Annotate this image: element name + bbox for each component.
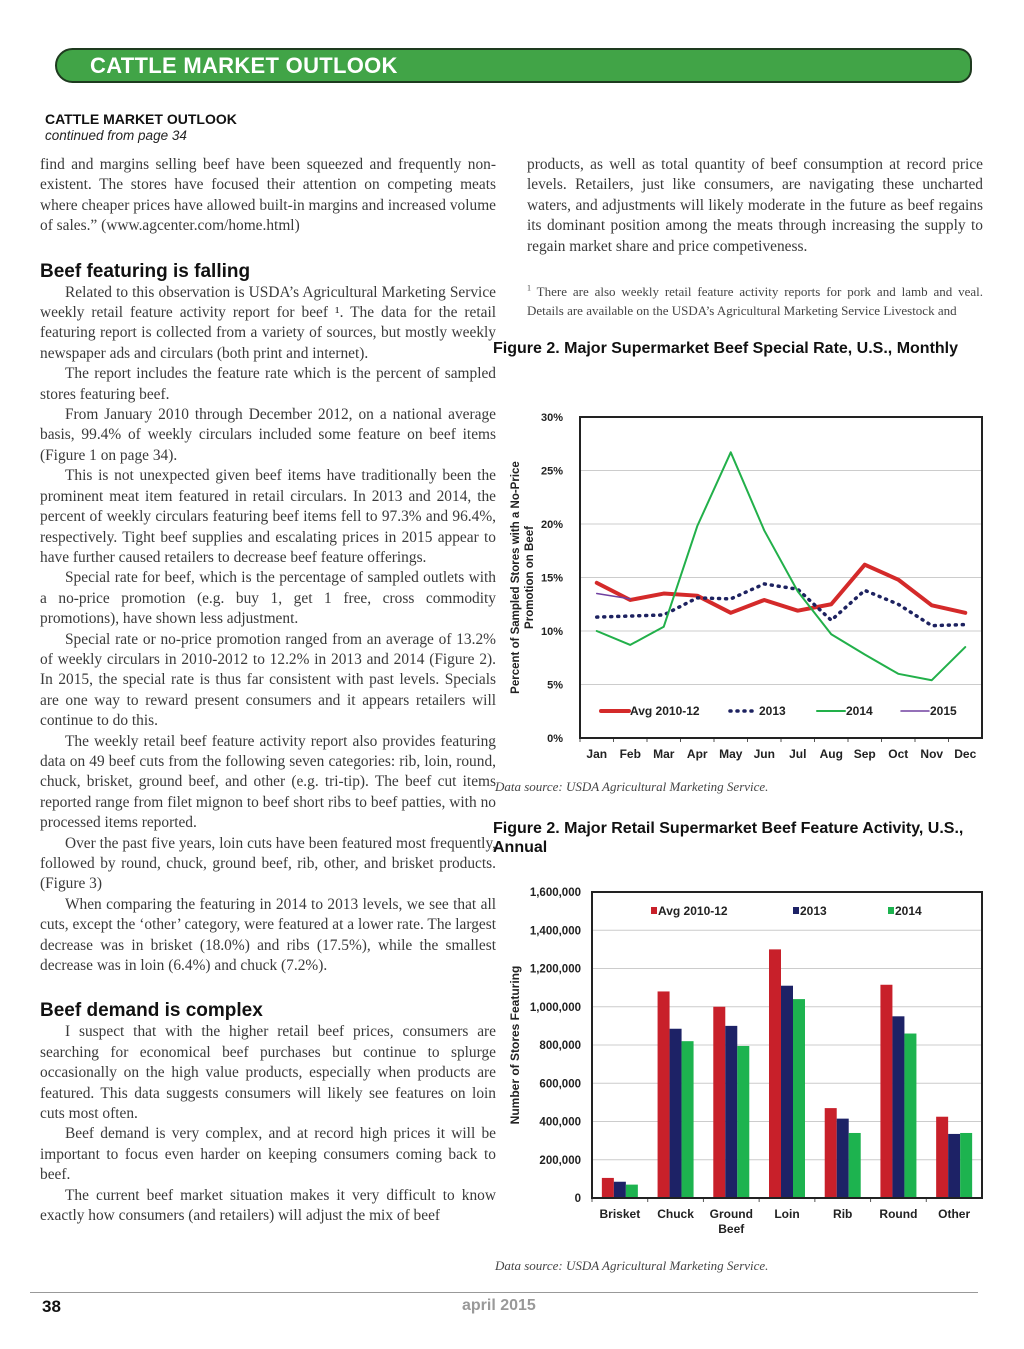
y-tick-label: 0% [547, 733, 563, 745]
x-tick-label: Sep [853, 747, 876, 761]
legend-label: Avg 2010-12 [630, 704, 700, 718]
page-number: 38 [42, 1297, 61, 1316]
paragraph: Over the past five years, loin cuts have been featured most frequently, followed by round, chuck, ground beef, rib, other, and brisket products. (Figure 3) [40, 834, 496, 893]
y-tick-label: 20% [540, 519, 563, 531]
legend-label: Avg 2010-12 [658, 904, 728, 918]
section-heading: Beef demand is complex [40, 1000, 263, 1022]
bar-avg-2010-12 [602, 1178, 614, 1198]
figure-b-source: Data source: USDA Agricultural Marketing Service. [495, 1258, 769, 1273]
paragraph: This is not unexpected given beef items have traditionally been the prominent meat item featured in retail circulars. In 2013 and 2014, the percent of weekly circulars featuring beef items fell to 97.3% and 96.4%, respectively. Tight beef supplies and escalating prices in 2015 appear to have further caused retailers to decrease beef feature offerings. [40, 467, 496, 566]
paragraph: The current beef market situation makes it very difficult to know exactly how consumers (and retailers) will adjust the mix of beef [40, 1186, 496, 1225]
x-tick-label: May [719, 747, 743, 761]
bar-2014 [737, 1046, 749, 1198]
issue-date: april 2015 [462, 1297, 536, 1314]
x-tick-label: Feb [619, 747, 641, 761]
y-tick-label: 600,000 [539, 1078, 581, 1091]
x-tick-label: Jan [586, 747, 608, 761]
y-tick-label: 30% [540, 412, 563, 424]
bar-avg-2010-12 [880, 985, 892, 1198]
paragraph: When comparing the featuring in 2014 to 2013 levels, we see that all cuts, except the ‘other’ category, were featured at a lower rate. The largest decrease was in brisket (18.0%) and ribs (17.5%), while the smallest decrease was in loin (6.4%) and chuck (7.2%). [40, 895, 496, 975]
legend-swatch [651, 907, 657, 914]
bar-avg-2010-12 [713, 1007, 725, 1198]
bar-2013 [948, 1134, 960, 1198]
footnote-text: There are also weekly retail feature activity reports for pork and lamb and veal. Details are available on the USDA’s Agricultural Marketing Service Livestock and [527, 284, 983, 319]
bar-2013 [614, 1182, 626, 1198]
bar-avg-2010-12 [769, 949, 781, 1198]
paragraph: From January 2010 through December 2012, on a national average basis, 99.4% of weekly circulars included some feature on beef items (Figure 1 on page 34). [40, 406, 496, 464]
y-tick-label: 400,000 [539, 1116, 581, 1129]
bar-2013 [725, 1026, 737, 1198]
y-tick-label: 15% [540, 572, 563, 585]
section-heading: Beef featuring is falling [40, 260, 251, 282]
y-tick-label: 1,600,000 [529, 887, 581, 899]
series-line-2014 [597, 452, 966, 680]
x-tick-label: Round [879, 1207, 918, 1221]
paragraph: The weekly retail beef feature activity report also provides featuring data on 49 beef cuts from the following seven categories: rib, loin, round, chuck, brisket, ground beef, and other (e.g. tri-tip). The beef cut items reported range from filet mignon to beef short ribs to beef patties, with no processed items reported. [40, 732, 496, 832]
paragraph: The report includes the feature rate which is the percent of sampled stores featuring beef. [40, 365, 496, 403]
legend-swatch [888, 907, 894, 914]
section-banner [55, 48, 972, 83]
y-axis-label-line: Percent of Sampled Stores with a No-Price [510, 461, 522, 694]
y-tick-label: 5% [547, 679, 563, 692]
x-tick-label: Oct [888, 747, 909, 761]
footer-rule [30, 1292, 978, 1293]
bar-2013 [892, 1016, 904, 1198]
legend-label: 2015 [930, 704, 957, 718]
y-tick-label: 25% [540, 465, 563, 478]
left-column [40, 155, 496, 1227]
x-tick-label: Jun [753, 747, 775, 761]
x-tick-label: Mar [653, 747, 675, 761]
bar-2014 [626, 1185, 638, 1198]
x-tick-label: Rib [833, 1207, 853, 1221]
bar-2014 [793, 999, 805, 1198]
bar-2014 [960, 1133, 972, 1198]
y-tick-label: 200,000 [539, 1154, 581, 1167]
y-tick-label: 1,400,000 [529, 925, 581, 938]
bar-chart [505, 880, 985, 1242]
bar-2014 [904, 1034, 916, 1198]
legend-label: 2013 [759, 704, 786, 718]
paragraph: Special rate for beef, which is the percentage of sampled outlets with a no-price promotion (e.g. buy 1, get 1 free, cross commodity promotions), have shown less adjustment. [40, 569, 496, 628]
bar-avg-2010-12 [658, 991, 670, 1198]
y-tick-label: 0 [574, 1193, 581, 1205]
series-line-avg-2010-12 [597, 565, 966, 613]
y-axis-label-line: Promotion on Beef [524, 526, 536, 629]
legend-label: 2014 [846, 704, 873, 718]
article-kicker: CATTLE MARKET OUTLOOK [45, 111, 237, 127]
y-axis-label [510, 461, 536, 694]
figure-a-source: Data source: USDA Agricultural Marketing Service. [495, 779, 769, 794]
legend-label: 2014 [895, 904, 922, 918]
bar-2013 [781, 986, 793, 1198]
paragraph: I suspect that with the higher retail beef prices, consumers are searching for economical beef purchases but continue to splurge occasionally on the high value products, especially when products are featured. This data suggests consumers will likely see features on loin cuts most often. [40, 1023, 496, 1123]
x-tick-label: Other [938, 1207, 971, 1221]
x-tick-label: Ground [709, 1207, 753, 1221]
bar-2014 [849, 1133, 861, 1198]
y-axis-label-group [508, 966, 522, 1125]
x-tick-label: Dec [954, 747, 977, 761]
right-column [527, 155, 983, 257]
figure-b-title: Figure 2. Major Retail Supermarket Beef Feature Activity, U.S., Annual [493, 820, 964, 856]
y-axis-label: Number of Stores Featuring [508, 965, 522, 1125]
x-tick-label: Loin [774, 1207, 800, 1221]
paragraph: Beef demand is very complex, and at record high prices it will be important to focus even harder on keeping consumers coming back to beef. [40, 1125, 496, 1184]
bar-avg-2010-12 [936, 1117, 948, 1198]
paragraph: Related to this observation is USDA’s Agricultural Marketing Service weekly retail feature activity report for beef ¹. The data for the retail featuring report is collected from a variety of sources, but mostly weekly newspaper ads and circulars (both print and internet). [40, 283, 496, 362]
x-tick-label: Aug [819, 747, 843, 761]
bar-avg-2010-12 [825, 1108, 837, 1198]
y-tick-label: 1,200,000 [529, 963, 581, 976]
x-tick-label: Chuck [657, 1207, 694, 1221]
x-tick-label: Jul [789, 747, 807, 761]
banner-title: CATTLE MARKET OUTLOOK [90, 53, 398, 78]
paragraph: products, as well as total quantity of beef consumption at record price levels. Retailers, just like consumers, are navigating these uncharted waters, and adjustments will likely moderate in the future as beef regains its dominant position among the meats through increasing the supply to regain market share and price competiveness. [527, 156, 983, 255]
bar-2014 [682, 1041, 694, 1198]
y-tick-label: 10% [540, 626, 563, 638]
figure-a-title: Figure 2. Major Supermarket Beef Special Rate, U.S., Monthly [493, 340, 959, 357]
y-tick-label: 1,000,000 [529, 1001, 581, 1014]
footnote [527, 279, 983, 320]
paragraph: Special rate or no-price promotion ranged from an average of 13.2% of weekly circulars in 2010-2012 to 12.2% in 2013 and 2014 (Figure 2). In 2015, the special rate is thus far consistent with past levels. Specials are one way to reward present consumers and it appears retailers will continue to do this. [40, 630, 496, 730]
x-tick-label: Nov [920, 747, 944, 761]
legend-swatch [793, 907, 799, 914]
bar-2013 [837, 1119, 849, 1198]
legend-label: 2013 [800, 904, 827, 918]
footnote-mark: 1 [527, 284, 531, 293]
bar-2013 [670, 1029, 682, 1198]
x-tick-label: Beef [718, 1222, 745, 1236]
x-tick-label: Apr [686, 747, 708, 761]
x-tick-label: Brisket [599, 1207, 641, 1221]
line-chart [505, 405, 985, 770]
y-tick-label: 800,000 [539, 1040, 581, 1052]
paragraph: find and margins selling beef have been squeezed and frequently non-existent. The stores have focused their attention on competing meats where cheaper prices have allowed built-in margins and increased volume of sales.” (www.agcenter.com/home.html) [40, 156, 496, 235]
continued-note: continued from page 34 [45, 128, 187, 143]
